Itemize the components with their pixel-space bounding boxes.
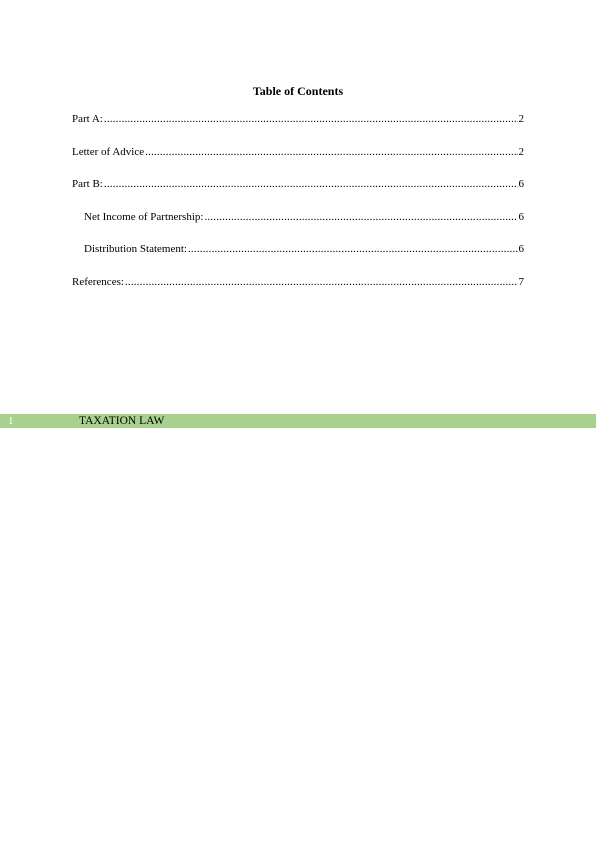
toc-entry-part-a[interactable] xyxy=(72,111,524,127)
toc-dot-leader xyxy=(104,111,518,127)
toc-entry-page: 7 xyxy=(518,275,524,288)
toc-entry-label: Net Income of Partnership: xyxy=(84,210,204,223)
toc-dot-leader xyxy=(145,144,517,160)
toc-entry-page: 2 xyxy=(518,113,524,125)
toc-entry-label: References: xyxy=(72,275,124,288)
toc-entry-label: Letter of Advice xyxy=(72,145,145,158)
toc-entry-label: Distribution Statement: xyxy=(84,243,187,255)
page-header-band xyxy=(0,414,596,428)
toc-entry-page: 6 xyxy=(518,178,524,190)
toc-entry-page: 2 xyxy=(518,145,524,158)
toc-entry-distribution-statement[interactable] xyxy=(72,241,524,257)
toc-entry-part-b[interactable] xyxy=(72,176,524,192)
toc-entry-letter-of-advice[interactable] xyxy=(72,144,524,160)
toc-dot-leader xyxy=(104,176,518,192)
table-of-contents xyxy=(72,111,524,306)
toc-dot-leader xyxy=(188,241,518,257)
toc-entry-page: 6 xyxy=(518,243,524,255)
toc-title: Table of Contents xyxy=(252,84,344,98)
toc-entry-label: Part A: xyxy=(72,113,103,125)
toc-dot-leader xyxy=(204,209,517,225)
header-title: TAXATION LAW xyxy=(79,415,165,427)
toc-dot-leader xyxy=(125,274,518,290)
toc-entry-references[interactable] xyxy=(72,274,524,290)
page-number: 1 xyxy=(8,415,14,427)
toc-entry-label: Part B: xyxy=(72,178,103,190)
toc-entry-net-income-of-partnership[interactable] xyxy=(72,209,524,225)
toc-entry-page: 6 xyxy=(518,210,524,223)
